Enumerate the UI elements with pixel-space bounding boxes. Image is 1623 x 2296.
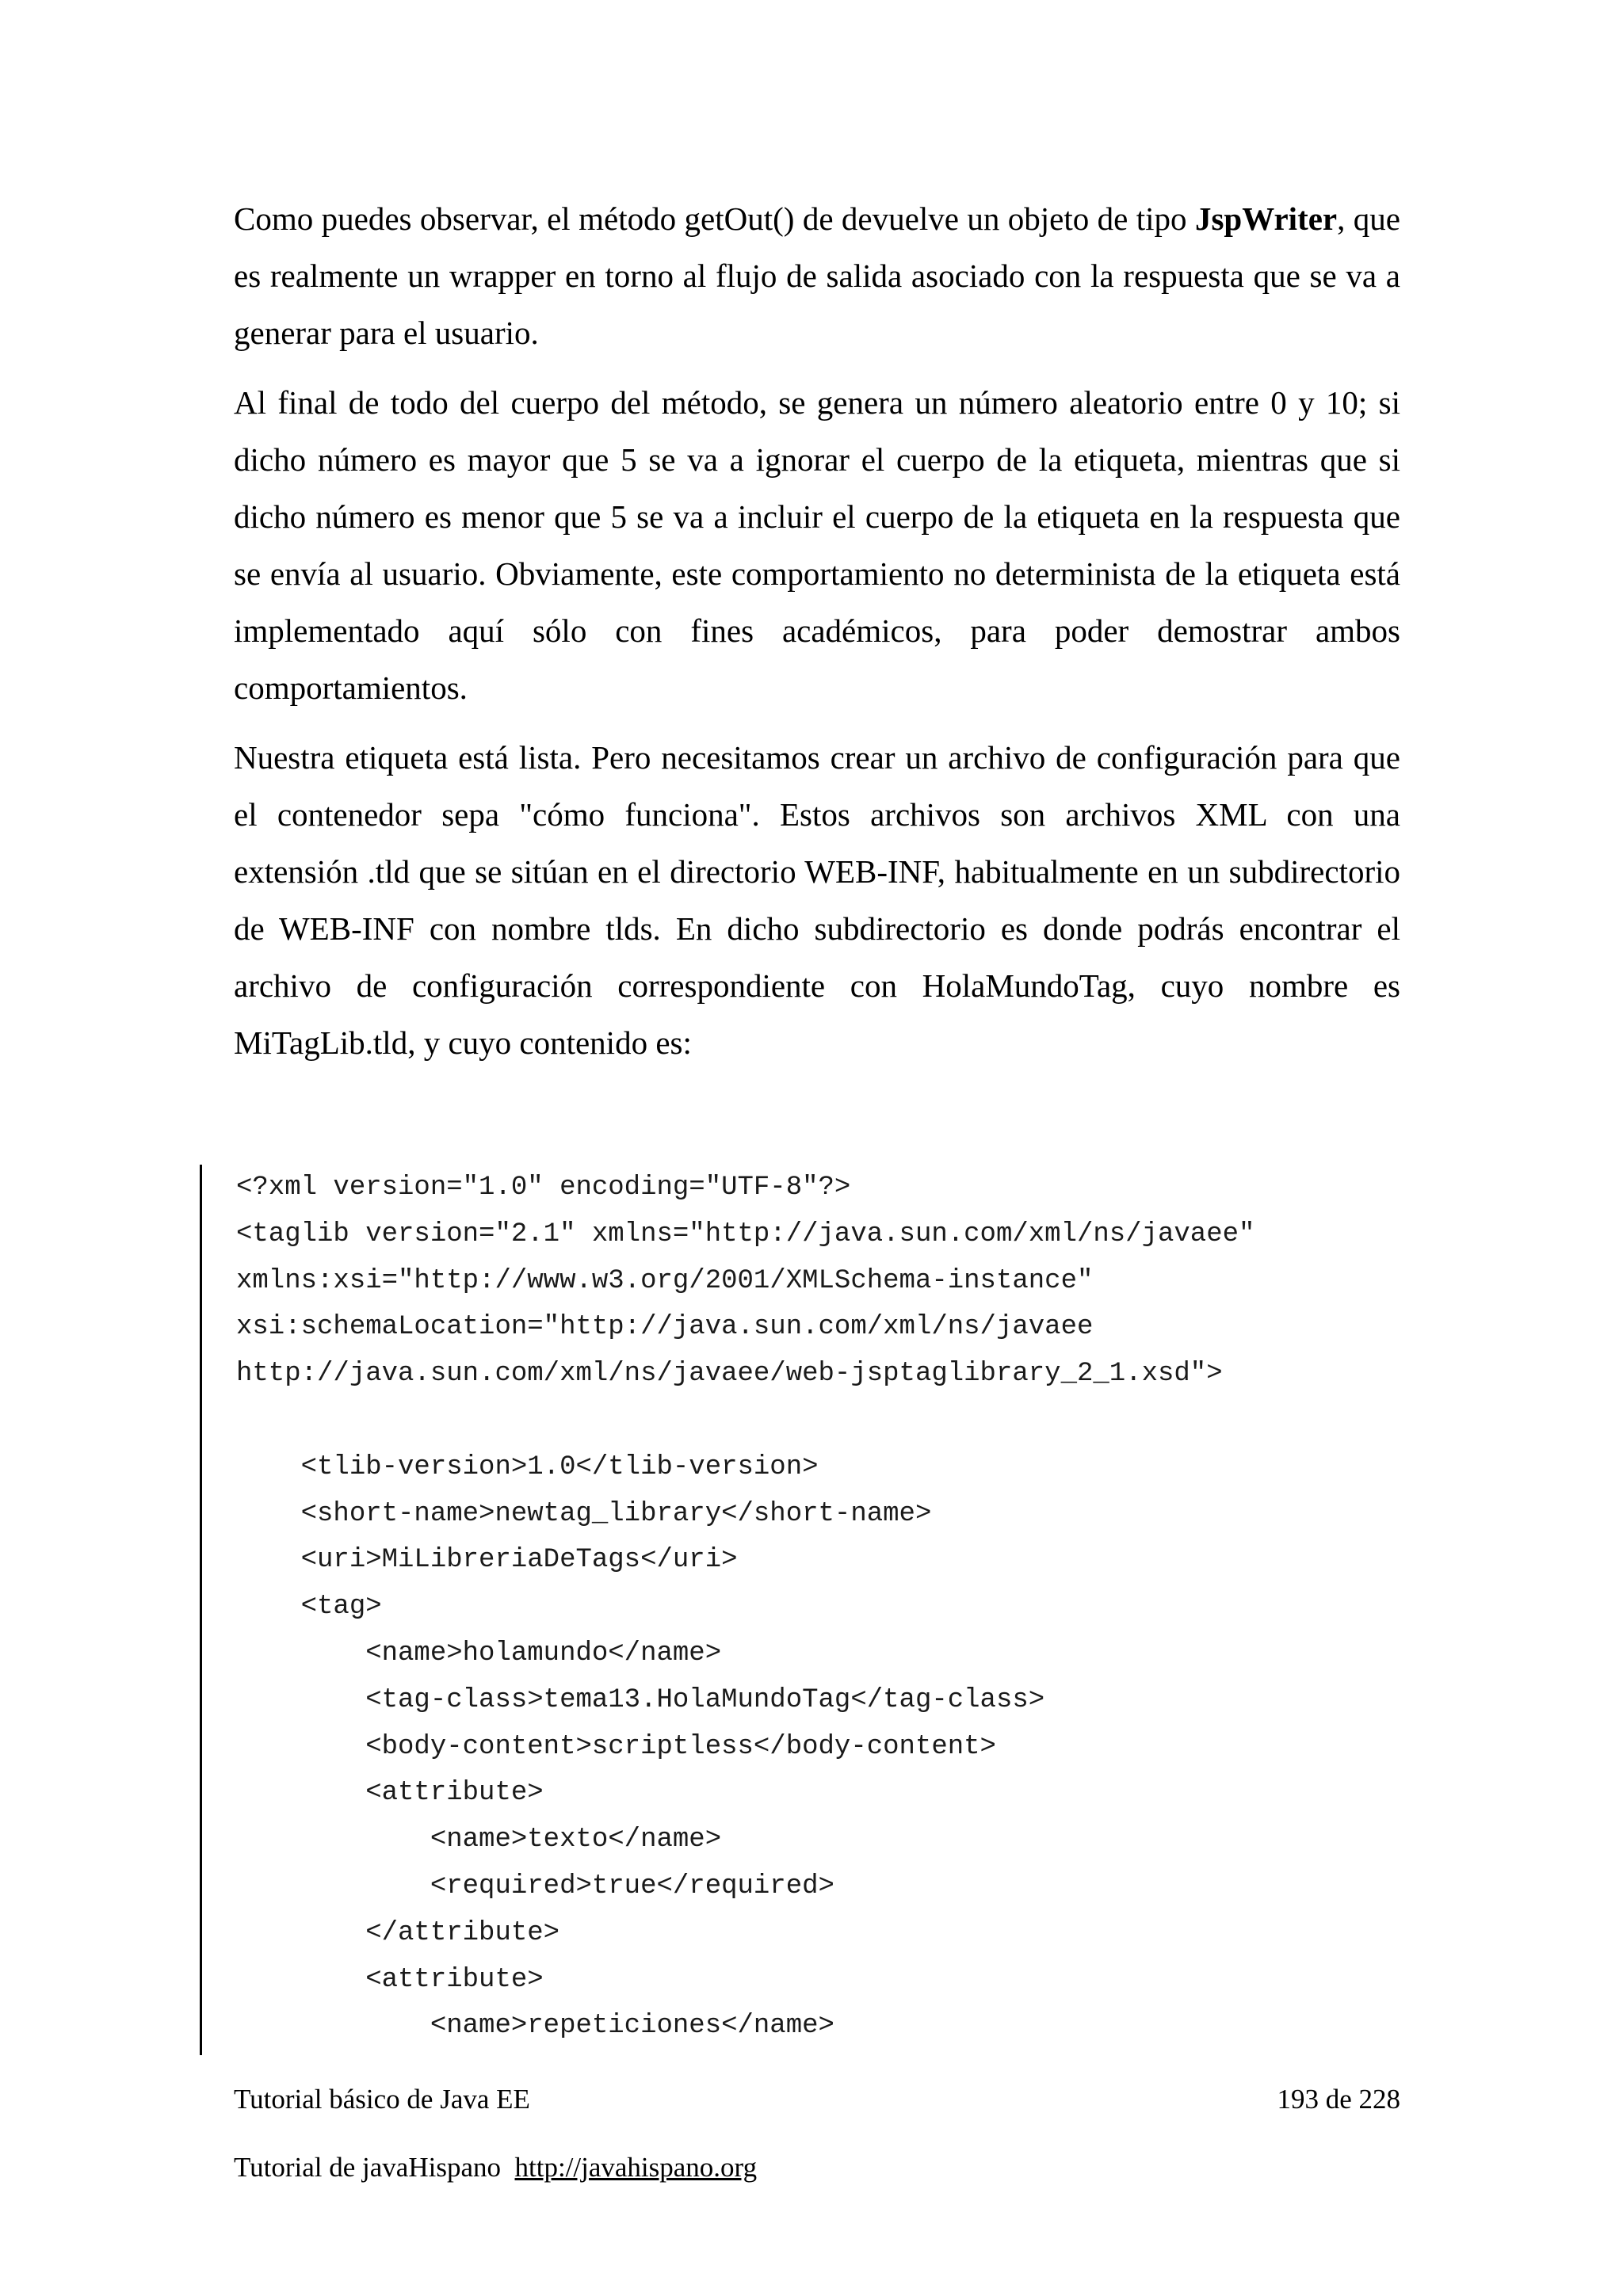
page-number: 193 de 228 <box>1277 2084 1400 2115</box>
code-line: <name>repeticiones</name> <box>236 2011 834 2042</box>
jspwriter-term: JspWriter <box>1194 200 1338 237</box>
paragraph-1-start: Como puedes observar, el método getOut() de devuelve un objeto de tipo <box>234 200 1195 237</box>
code-line: <name>texto</name> <box>236 1825 722 1855</box>
paragraph-1 <box>234 190 1400 361</box>
code-line <box>236 1398 1425 1444</box>
footer-title: Tutorial básico de Java EE <box>234 2084 530 2115</box>
footer-credit <box>234 2152 1400 2183</box>
paragraph-1-end: , que es realmente un wrapper en torno al flujo de salida asociado con la respuesta que se va a generar para el usuario. <box>234 200 1400 351</box>
page-footer <box>234 2084 1400 2115</box>
code-line: <required>true</required> <box>236 1871 834 1901</box>
footer-credit-text: Tutorial de javaHispano <box>234 2152 501 2183</box>
code-line: <tag-class>tema13.HolaMundoTag</tag-class> <box>236 1684 1045 1715</box>
code-line: http://java.sun.com/xml/ns/javaee/web-jsptaglibrary_2_1.xsd"> <box>236 1359 1223 1390</box>
code-line: <attribute> <box>236 1964 544 1995</box>
code-line: <tag> <box>236 1592 382 1623</box>
javahispano-link[interactable]: http://javahispano.org <box>514 2152 758 2183</box>
code-line: <body-content>scriptless</body-content> <box>236 1731 996 1762</box>
paragraph-3: Nuestra etiqueta está lista. Pero necesitamos crear un archivo de configuración para que el contenedor sepa "cómo funciona". Estos archivos son archivos XML con una extensión .tld que se sitúan en el directorio WEB-INF, habitualmente en un subdirectorio de WEB-INF con nombre tlds. En dicho subdirectorio es donde podrás encontrar el archivo de configuración correspondiente con HolaMundoTag, cuyo nombre es MiTagLib.tld, y cuyo contenido es: <box>234 739 1400 1061</box>
code-line: <taglib version="2.1" xmlns="http://java.sun.com/xml/ns/javaee" <box>236 1219 1255 1249</box>
code-line: <uri>MiLibreriaDeTags</uri> <box>236 1545 738 1576</box>
code-line: <short-name>newtag_library</short-name> <box>236 1498 932 1529</box>
body-text <box>234 190 1400 1084</box>
code-line: <name>holamundo</name> <box>236 1638 722 1669</box>
code-line: <?xml version="1.0" encoding="UTF-8"?> <box>236 1173 851 1203</box>
paragraph-2: Al final de todo del cuerpo del método, se genera un número aleatorio entre 0 y 10; si dicho número es mayor que 5 se va a ignorar el cuerpo de la etiqueta, mientras que si dicho número es menor que 5 se va a incluir el cuerpo de la etiqueta en la respuesta que se envía al usuario. Obviamente, este comportamiento no determinista de la etiqueta está implementado aquí sólo con fines académicos, para poder demostrar ambos comportamientos. <box>234 384 1400 706</box>
code-line: xmlns:xsi="http://www.w3.org/2001/XMLSchema-instance" <box>236 1265 1094 1296</box>
code-line: </attribute> <box>236 1917 560 1948</box>
code-line: xsi:schemaLocation="http://java.sun.com/xml/ns/javaee <box>236 1312 1094 1343</box>
code-line: <tlib-version>1.0</tlib-version> <box>236 1451 819 1482</box>
code-line: <attribute> <box>236 1778 544 1809</box>
code-listing <box>200 1165 1425 2055</box>
